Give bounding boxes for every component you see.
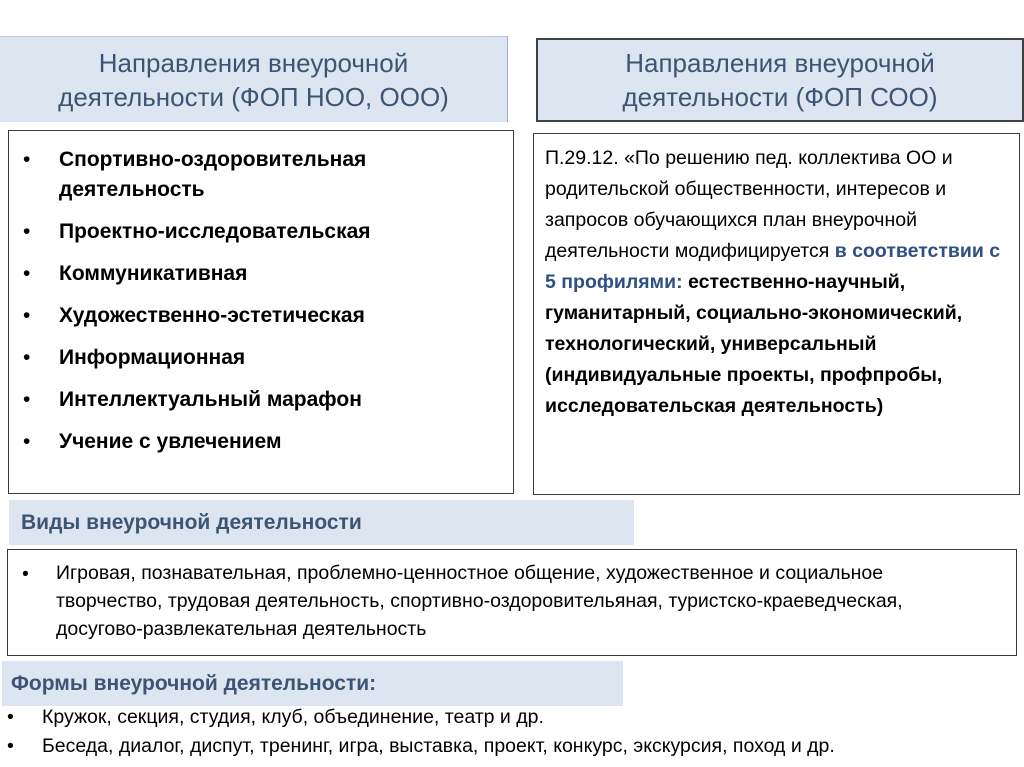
list-item [0,703,1024,732]
bullet: • [23,346,31,369]
list-item [0,732,1024,761]
bullet: • [23,388,31,411]
list-item-text: Художественно-эстетическая [59,304,365,327]
bullet: • [22,563,29,585]
bullet: • [7,706,14,728]
paragraph-bold: естественно-научный, гуманитарный, социально-экономический, технологический, универсальный (индивидуальные проекты, профпробы, исследовательская деятельность) [545,271,963,417]
list-item [9,385,459,415]
list-item-text: Кружок, секция, студия, клуб, объединение, театр и др. [42,706,544,728]
right-header-line2: деятельности (ФОП СОО) [622,82,938,112]
list-item-text: Коммуникативная [59,262,248,285]
list-item [9,145,459,205]
list-item [9,217,459,247]
left-directions-list [8,130,514,494]
paragraph-accent: в соответствии с 5 профилями: [545,240,1001,293]
vidy-list [7,549,1017,656]
bullet: • [23,430,31,453]
bullet: • [7,735,14,757]
paragraph-plain: П.29.12. «По решению пед. коллектива ОО и родительской общественности, интересов и запросов обучающихся план внеурочной деятельности модифицируется [545,147,953,262]
list-item-text: Спортивно-оздоровительная деятельность [59,148,367,201]
right-header [536,38,1024,122]
formy-list [0,703,1024,767]
sco-paragraph [533,133,1020,495]
section-title-text: Виды внеурочной деятельности [21,510,362,534]
list-item [9,343,459,373]
right-header-line1: Направления внеурочной [625,48,935,78]
bullet: • [23,148,31,171]
list-item [9,259,459,289]
list-item-text: Учение с увлечением [59,430,282,453]
list-item-text: Интеллектуальный марафон [59,388,362,411]
vidy-text: Игровая, познавательная, проблемно-ценностное общение, художественное и социальное творчество, трудовая деятельность, спортивно-оздоровительяная, туристско-краеведческая, досугово-развлекательная деятельность [56,562,903,640]
bullet: • [23,304,31,327]
list-item-text: Проектно-исследовательская [59,220,371,243]
list-item-text: Беседа, диалог, диспут, тренинг, игра, выставка, проект, конкурс, экскурсия, поход и др. [42,735,835,757]
list-item [9,427,459,457]
section-title-formy [2,661,623,706]
section-title-vidy [9,500,634,545]
list-item [9,301,459,331]
section-title-text: Формы внеурочной деятельности: [11,671,377,695]
bullet: • [23,262,31,285]
bullet: • [23,220,31,243]
left-header-line2: деятельности (ФОП НОО, ООО) [58,81,449,112]
list-item-text: Информационная [59,346,246,369]
left-header-line1: Направления внеурочной [98,47,409,78]
left-header [0,36,508,122]
